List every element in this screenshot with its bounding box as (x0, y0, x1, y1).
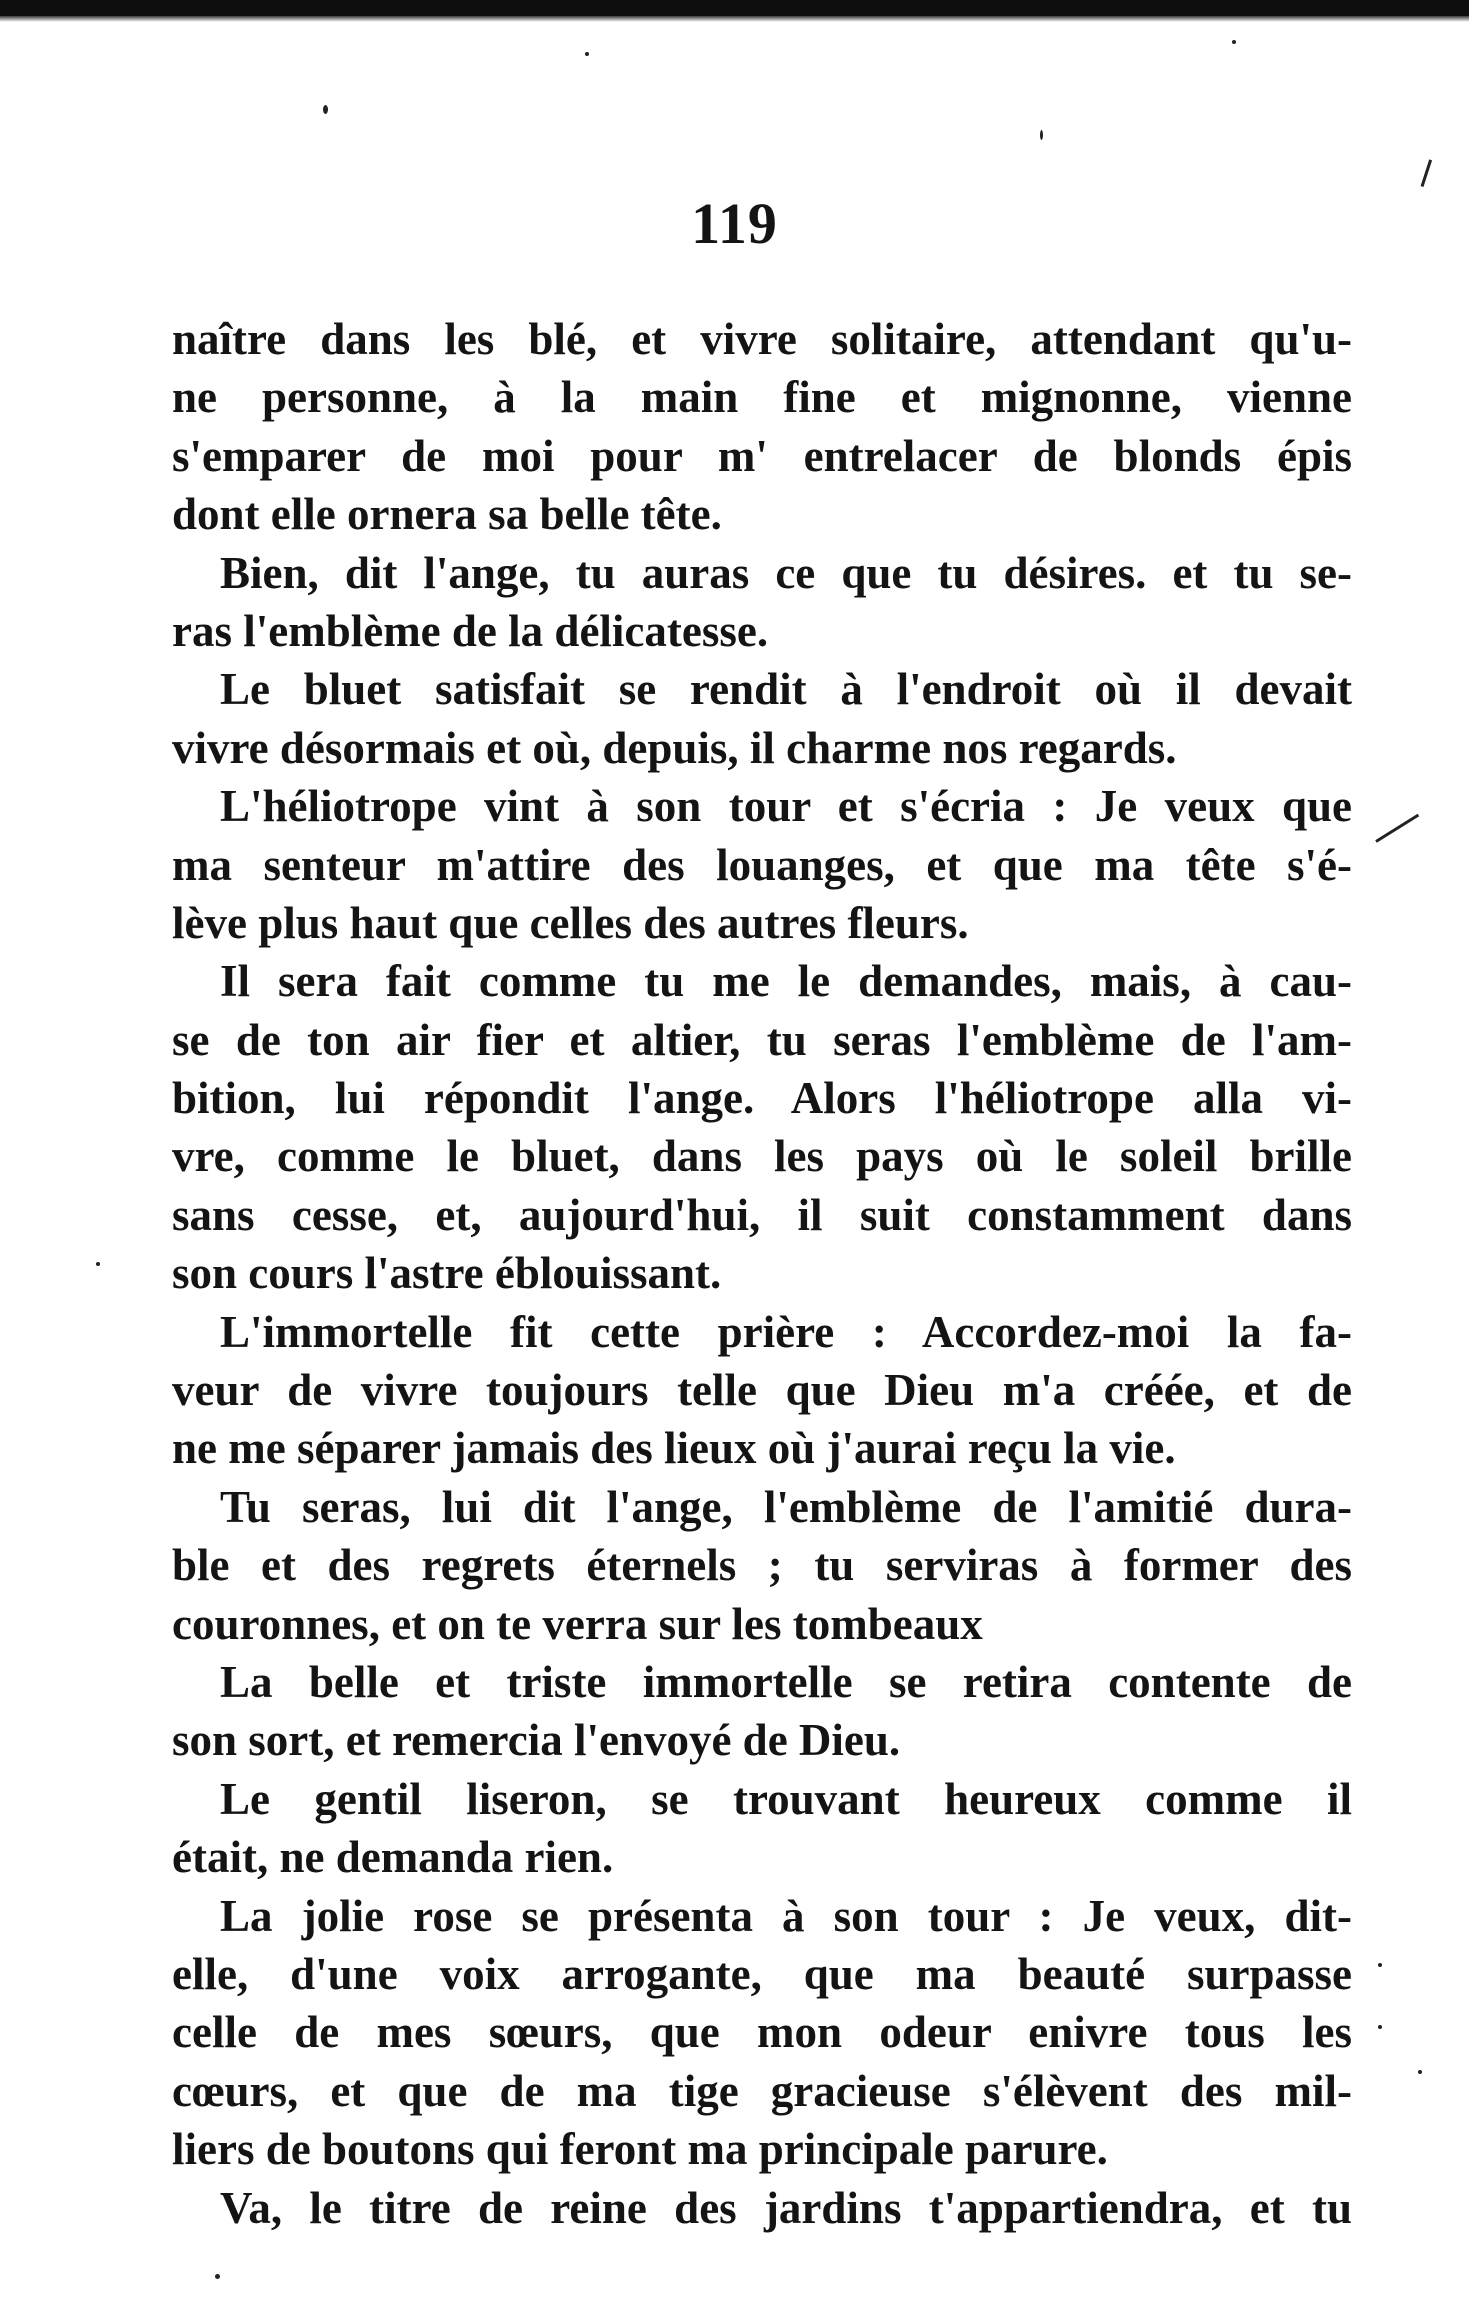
text-line: Il sera fait comme tu me le demandes, mais, à cau- (220, 956, 1352, 1007)
text-line: Bien, dit l'ange, tu auras ce que tu désires. et tu se- (220, 547, 1352, 598)
text-line: Va, le titre de reine des jardins t'appartiendra, et tu (220, 2182, 1352, 2233)
text-line: cœurs, et que de ma tige gracieuse s'élèvent des mil- (172, 2065, 1352, 2116)
text-line: son cours l'astre éblouissant. (172, 1248, 722, 1299)
text-line: couronnes, et on te verra sur les tombeaux (172, 1598, 983, 1649)
text-line: naître dans les blé, et vivre solitaire, attendant qu'u- (172, 314, 1352, 364)
text-line: La jolie rose se présenta à son tour : Je veux, dit- (220, 1890, 1352, 1941)
text-line: son sort, et remercia l'envoyé de Dieu. (172, 1715, 901, 1766)
scan-top-edge (0, 0, 1469, 16)
text-line: bition, lui répondit l'ange. Alors l'héliotrope alla vi- (172, 1073, 1352, 1124)
text-line: sans cesse, et, aujourd'hui, il suit constamment dans (172, 1189, 1352, 1240)
text-line: se de ton air fier et altier, tu seras l'emblème de l'am- (172, 1014, 1352, 1065)
body-text (172, 310, 1352, 2237)
scan-speck (1418, 2070, 1422, 2074)
text-line: ras l'emblème de la délicatesse. (172, 605, 769, 656)
scan-speck (96, 1262, 100, 1266)
text-line: lève plus haut que celles des autres fleurs. (172, 897, 969, 948)
text-line: ma senteur m'attire des louanges, et que ma tête s'é- (172, 839, 1352, 890)
text-line: ble et des regrets éternels ; tu serviras à former des (172, 1540, 1352, 1591)
text-line: s'emparer de moi pour m' entrelacer de blonds épis (172, 430, 1352, 481)
text-line: ne personne, à la main fine et mignonne, vienne (172, 372, 1352, 423)
text-line: L'héliotrope vint à son tour et s'écria : Je veux que (220, 781, 1352, 832)
scan-mark (1421, 159, 1433, 187)
page-number: 119 (691, 191, 778, 256)
scan-speck (585, 52, 589, 56)
text-line: elle, d'une voix arrogante, que ma beauté surpasse (172, 1948, 1352, 1999)
text-line: L'immortelle fit cette prière : Accordez-moi la fa- (220, 1306, 1352, 1357)
scan-speck (1232, 40, 1236, 44)
scan-speck (1040, 130, 1043, 140)
text-line: liers de boutons qui feront ma principale parure. (172, 2124, 1108, 2175)
text-line: dont elle ornera sa belle tête. (172, 489, 722, 540)
text-line: veur de vivre toujours telle que Dieu m'a créée, et de (172, 1365, 1352, 1416)
text-line: Le bluet satisfait se rendit à l'endroit où il devait (220, 664, 1352, 715)
text-line: était, ne demanda rien. (172, 1832, 614, 1883)
text-line: Tu seras, lui dit l'ange, l'emblème de l'amitié dura- (220, 1481, 1352, 1532)
scan-speck (323, 105, 328, 114)
scan-speck (215, 2274, 220, 2279)
text-line: vivre désormais et où, depuis, il charme nos regards. (172, 722, 1177, 773)
text-line: celle de mes sœurs, que mon odeur enivre tous les (172, 2007, 1352, 2058)
text-line: Le gentil liseron, se trouvant heureux comme il (220, 1773, 1352, 1824)
scan-top-edge-shadow (0, 16, 1469, 22)
text-line: ne me séparer jamais des lieux où j'aurai reçu la vie. (172, 1423, 1176, 1474)
scan-mark (1375, 814, 1419, 843)
scan-speck (1378, 2025, 1382, 2029)
scan-speck (1378, 1963, 1382, 1967)
text-line: La belle et triste immortelle se retira contente de (220, 1656, 1352, 1707)
text-line: vre, comme le bluet, dans les pays où le soleil brille (172, 1131, 1352, 1182)
